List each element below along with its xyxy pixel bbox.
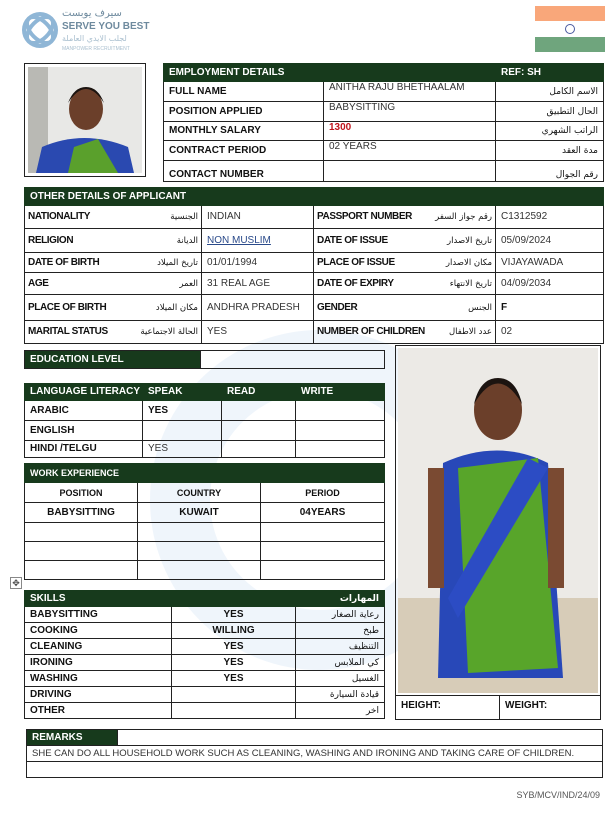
literacy-value [222,421,296,441]
skills-table [24,590,385,719]
field-label-cell [314,206,496,229]
field-label: PASSPORT NUMBER [317,211,412,222]
arabic-label: رقم جواز السفر [435,212,492,222]
education-table [24,350,385,369]
field-value: NON MUSLIM [202,229,314,253]
language-name: HINDI /TELGU [25,441,143,458]
field-value: C1312592 [496,206,604,229]
employment-title: EMPLOYMENT DETAILS [164,64,496,82]
skill-value: YES [172,607,296,623]
full-name: ANITHA RAJU BHETHAALAM [324,82,496,102]
table-row [25,607,385,623]
table-row [25,206,604,229]
language-name: ENGLISH [25,421,143,441]
field-label: AGE [28,277,49,289]
field-label: DATE OF BIRTH [28,256,100,268]
height-label: HEIGHT: [396,696,500,719]
skill-arabic: التنظيف [296,639,385,655]
skill-name: COOKING [25,623,172,639]
field-value: 04/09/2034 [496,273,604,295]
language-table [24,383,385,458]
field-label-cell [25,229,202,253]
arabic-label: الحال التطبيق [496,102,604,122]
work-cell: BABYSITTING [25,503,138,523]
field-value: INDIAN [202,206,314,229]
skills-title-arabic: المهارات [172,591,385,607]
field-value: 01/01/1994 [202,253,314,273]
column-header: COUNTRY [138,483,261,503]
monthly-salary: 1300 [324,122,496,141]
table-row [25,421,385,441]
field-label-cell [25,321,202,344]
field-label-cell [314,273,496,295]
work-cell [138,542,261,561]
skill-value [172,703,296,719]
arabic-label: تاريخ الانتهاء [449,278,492,289]
logo-sub: MANPOWER RECRUITMENT [62,46,130,52]
arabic-label: عدد الاطفال [448,327,492,337]
skill-value: WILLING [172,623,296,639]
table-row [25,623,385,639]
table-row [25,639,385,655]
arabic-label: مكان الميلاد [155,302,198,313]
skill-name: IRONING [25,655,172,671]
header-row [25,483,385,503]
table-row [25,655,385,671]
skill-name: CLEANING [25,639,172,655]
skill-arabic: طبخ [296,623,385,639]
literacy-value [296,401,385,421]
work-cell [25,561,138,580]
logo-arabic: سيرف يوبست [62,8,122,19]
arabic-label: الجنس [468,302,492,313]
field-label-cell [25,253,202,273]
work-experience-table [24,463,385,580]
field-label-cell [25,295,202,321]
table-row [25,229,604,253]
logo-arabic-sub: لجلب الايدي العاملة [62,34,127,43]
column-header: READ [222,384,296,401]
table-row [25,503,385,523]
literacy-value: YES [143,441,222,458]
arabic-label: تاريخ الاصدار [447,235,492,246]
work-cell [25,542,138,561]
label: CONTRACT PERIOD [164,141,324,161]
weight-label: WEIGHT: [505,700,548,711]
table-row [25,523,385,542]
skill-value: YES [172,639,296,655]
employment-details-table [163,63,604,182]
arabic-label: الحالة الاجتماعية [140,327,198,337]
table-row [25,671,385,687]
field-label-cell [25,273,202,295]
arabic-label: مكان الاصدار [445,257,492,268]
skill-value [172,687,296,703]
move-handle-icon[interactable]: ✥ [10,577,22,589]
literacy-value [296,421,385,441]
column-header: PERIOD [261,483,385,503]
work-cell [138,523,261,542]
ref: REF: SH [496,64,604,82]
education-value [201,351,385,369]
language-name: ARABIC [25,401,143,421]
other-details-table [24,187,604,344]
portrait-icon [28,67,142,173]
other-title: OTHER DETAILS OF APPLICANT [25,188,202,206]
field-label: MARITAL STATUS [28,326,108,337]
field-value: VIJAYAWADA [496,253,604,273]
applicant-photo-small [24,63,146,177]
field-label: PLACE OF BIRTH [28,301,107,313]
field-value: 31 REAL AGE [202,273,314,295]
table-row [25,542,385,561]
label: MONTHLY SALARY [164,122,324,141]
arabic-label: مدة العقد [496,141,604,161]
literacy-value [296,441,385,458]
remarks-text: SHE CAN DO ALL HOUSEHOLD WORK SUCH AS CLEANING, WASHING AND IRONING AND TAKING CARE OF CHILDREN. [27,746,603,762]
footer-ref: SYB/MCV/IND/24/09 [516,790,600,800]
field-label: GENDER [317,301,358,313]
skill-value: YES [172,671,296,687]
literacy-value [222,441,296,458]
column-header: POSITION [25,483,138,503]
applicant-photo-full [395,345,601,720]
field-label-cell [25,206,202,229]
arabic-label: الديانة [176,235,198,246]
skill-arabic: كي الملابس [296,655,385,671]
work-cell [25,523,138,542]
field-label: NUMBER OF CHILDREN [317,326,425,337]
table-row [25,295,604,321]
table-row [25,253,604,273]
india-flag [535,6,605,52]
field-label: RELIGION [28,234,74,246]
work-cell [261,523,385,542]
skill-value: YES [172,655,296,671]
work-cell [261,542,385,561]
field-label: NATIONALITY [28,211,91,222]
label: FULL NAME [164,82,324,102]
skill-name: DRIVING [25,687,172,703]
contract-period: 02 YEARS [324,141,496,161]
field-label: DATE OF ISSUE [317,234,388,246]
field-value: ANDHRA PRADESH [202,295,314,321]
label: CONTACT NUMBER [164,161,324,182]
table-row [25,321,604,344]
header-row [25,384,385,401]
remarks-table [26,729,603,778]
field-value: 05/09/2024 [496,229,604,253]
work-cell [261,561,385,580]
field-value: YES [202,321,314,344]
skill-arabic: الغسيل [296,671,385,687]
skill-name: BABYSITTING [25,607,172,623]
education-title: EDUCATION LEVEL [25,351,201,369]
work-title: WORK EXPERIENCE [25,464,261,483]
logo-name: SERVE YOU BEST [62,21,150,32]
remarks-title: REMARKS [27,730,118,746]
literacy-value [143,421,222,441]
skill-name: WASHING [25,671,172,687]
label: POSITION APPLIED [164,102,324,122]
logo-mark-icon [20,8,60,52]
arabic-label: الراتب الشهري [496,122,604,141]
table-row [25,273,604,295]
column-header: WRITE [296,384,385,401]
contact-number [324,161,496,182]
work-cell: KUWAIT [138,503,261,523]
table-row [25,687,385,703]
skill-arabic: اخر [296,703,385,719]
arabic-label: الاسم الكامل [496,82,604,102]
arabic-label: الجنسية [170,212,198,222]
field-label-cell [314,253,496,273]
position-applied: BABYSITTING [324,102,496,122]
table-row [25,441,385,458]
full-body-portrait-icon [398,348,598,693]
field-value: F [496,295,604,321]
table-row [25,703,385,719]
logo [20,8,150,56]
field-value: 02 [496,321,604,344]
table-row [25,401,385,421]
skill-arabic: قيادة السيارة [296,687,385,703]
field-label-cell [314,229,496,253]
arabic-label: العمر [179,278,198,289]
skill-name: OTHER [25,703,172,719]
field-label-cell [314,321,496,344]
arabic-label: تاريخ الميلاد [157,257,198,268]
field-label-cell [314,295,496,321]
column-header: SPEAK [143,384,222,401]
work-cell [138,561,261,580]
literacy-value [222,401,296,421]
skill-arabic: رعاية الصغار [296,607,385,623]
work-cell: 04YEARS [261,503,385,523]
skills-title: SKILLS [25,591,172,607]
field-label: PLACE OF ISSUE [317,256,395,268]
arabic-label: رقم الجوال [496,161,604,182]
column-header: LANGUAGE LITERACY [25,384,143,401]
field-label: DATE OF EXPIRY [317,277,394,289]
table-row [25,561,385,580]
literacy-value: YES [143,401,222,421]
